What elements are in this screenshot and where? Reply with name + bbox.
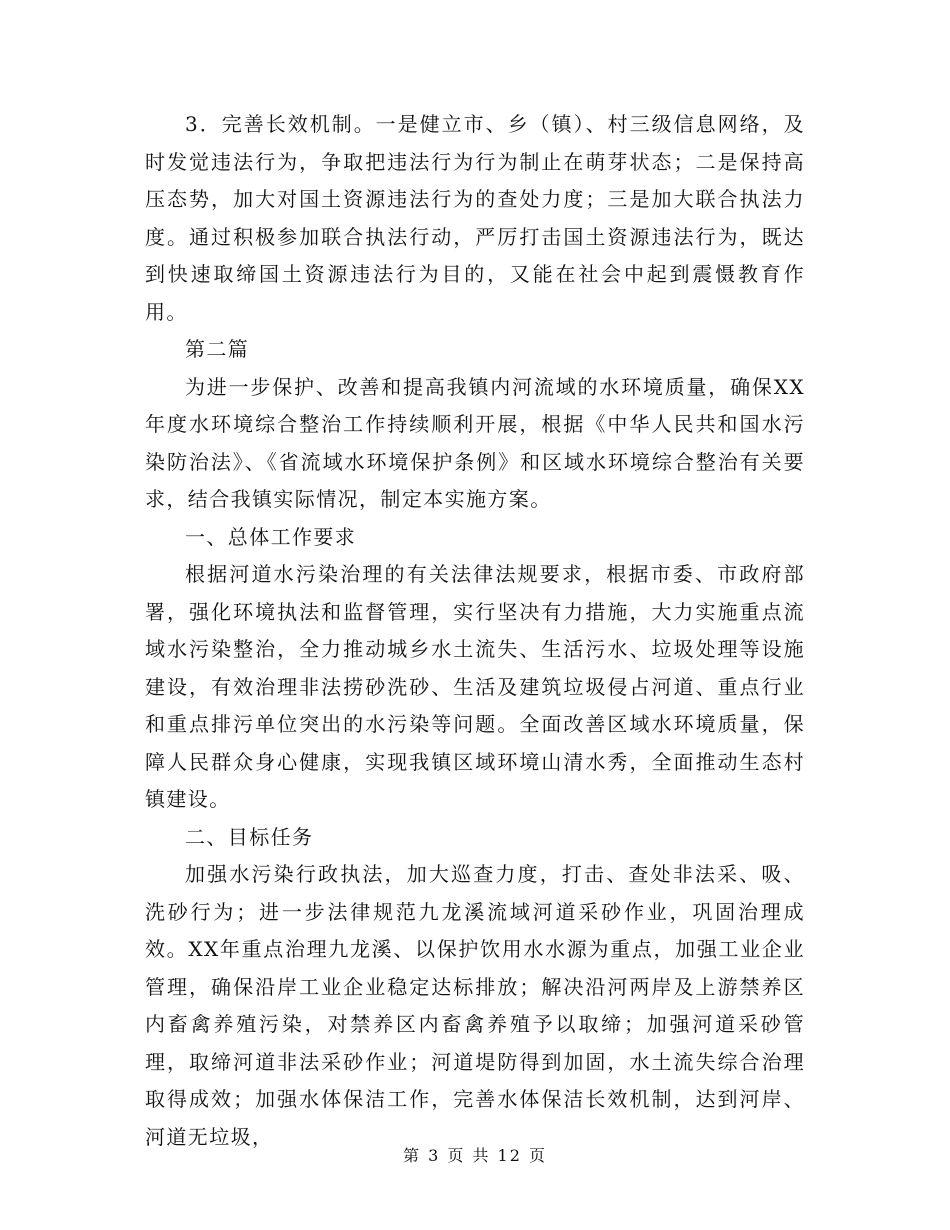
- paragraph-introduction: 为进一步保护、改善和提高我镇内河流域的水环境质量，确保XX年度水环境综合整治工作持续顺利开展，根据《中华人民共和国水污染防治法》、《省流域水环境保护条例》和区域水环境综合整治有关要求，结合我镇实际情况，制定本实施方案。: [145, 374, 805, 511]
- section-heading-general-requirements: 一、总体工作要求: [185, 524, 357, 549]
- paragraph-long-term-mechanism: 3．完善长效机制。一是健立市、乡（镇）、村三级信息网络，及时发觉违法行为，争取把违法行为行为制止在萌芽状态；二是保持高压态势，加大对国土资源违法行为的查处力度；三是加大联合执法力度。通过积极参加联合执法行动，严厉打击国土资源违法行为，既达到快速取缔国土资源违法行为目的，又能在社会中起到震慑教育作用。: [145, 112, 805, 324]
- section-heading-part-two: 第二篇: [185, 337, 250, 361]
- page-number-footer: 第 3 页 共 12 页: [403, 1146, 547, 1165]
- paragraph-target-tasks: 加强水污染行政执法，加大巡查力度，打击、查处非法采、吸、洗砂行为；进一步法律规范九龙溪流域河道采砂作业，巩固治理成效。XX年重点治理九龙溪、以保护饮用水水源为重点，加强工业企业管理，确保沿岸工业企业稳定达标排放；解决沿河两岸及上游禁养区内畜禽养殖污染，对禁养区内畜禽养殖予以取缔；加强河道采砂管理，取缔河道非法采砂作业；河道堤防得到加固，水土流失综合治理取得成效；加强水体保洁工作，完善水体保洁长效机制，达到河岸、河道无垃圾，: [145, 862, 805, 1149]
- paragraph-general-requirements: 根据河道水污染治理的有关法律法规要求，根据市委、市政府部署，强化环境执法和监督管理，实行坚决有力措施，大力实施重点流域水污染整治，全力推动城乡水土流失、生活污水、垃圾处理等设施建设，有效治理非法捞砂洗砂、生活及建筑垃圾侵占河道、重点行业和重点排污单位突出的水污染等问题。全面改善区域水环境质量，保障人民群众身心健康，实现我镇区域环境山清水秀，全面推动生态村镇建设。: [145, 562, 805, 811]
- document-body: [145, 106, 805, 1156]
- section-heading-target-tasks: 二、目标任务: [185, 824, 314, 849]
